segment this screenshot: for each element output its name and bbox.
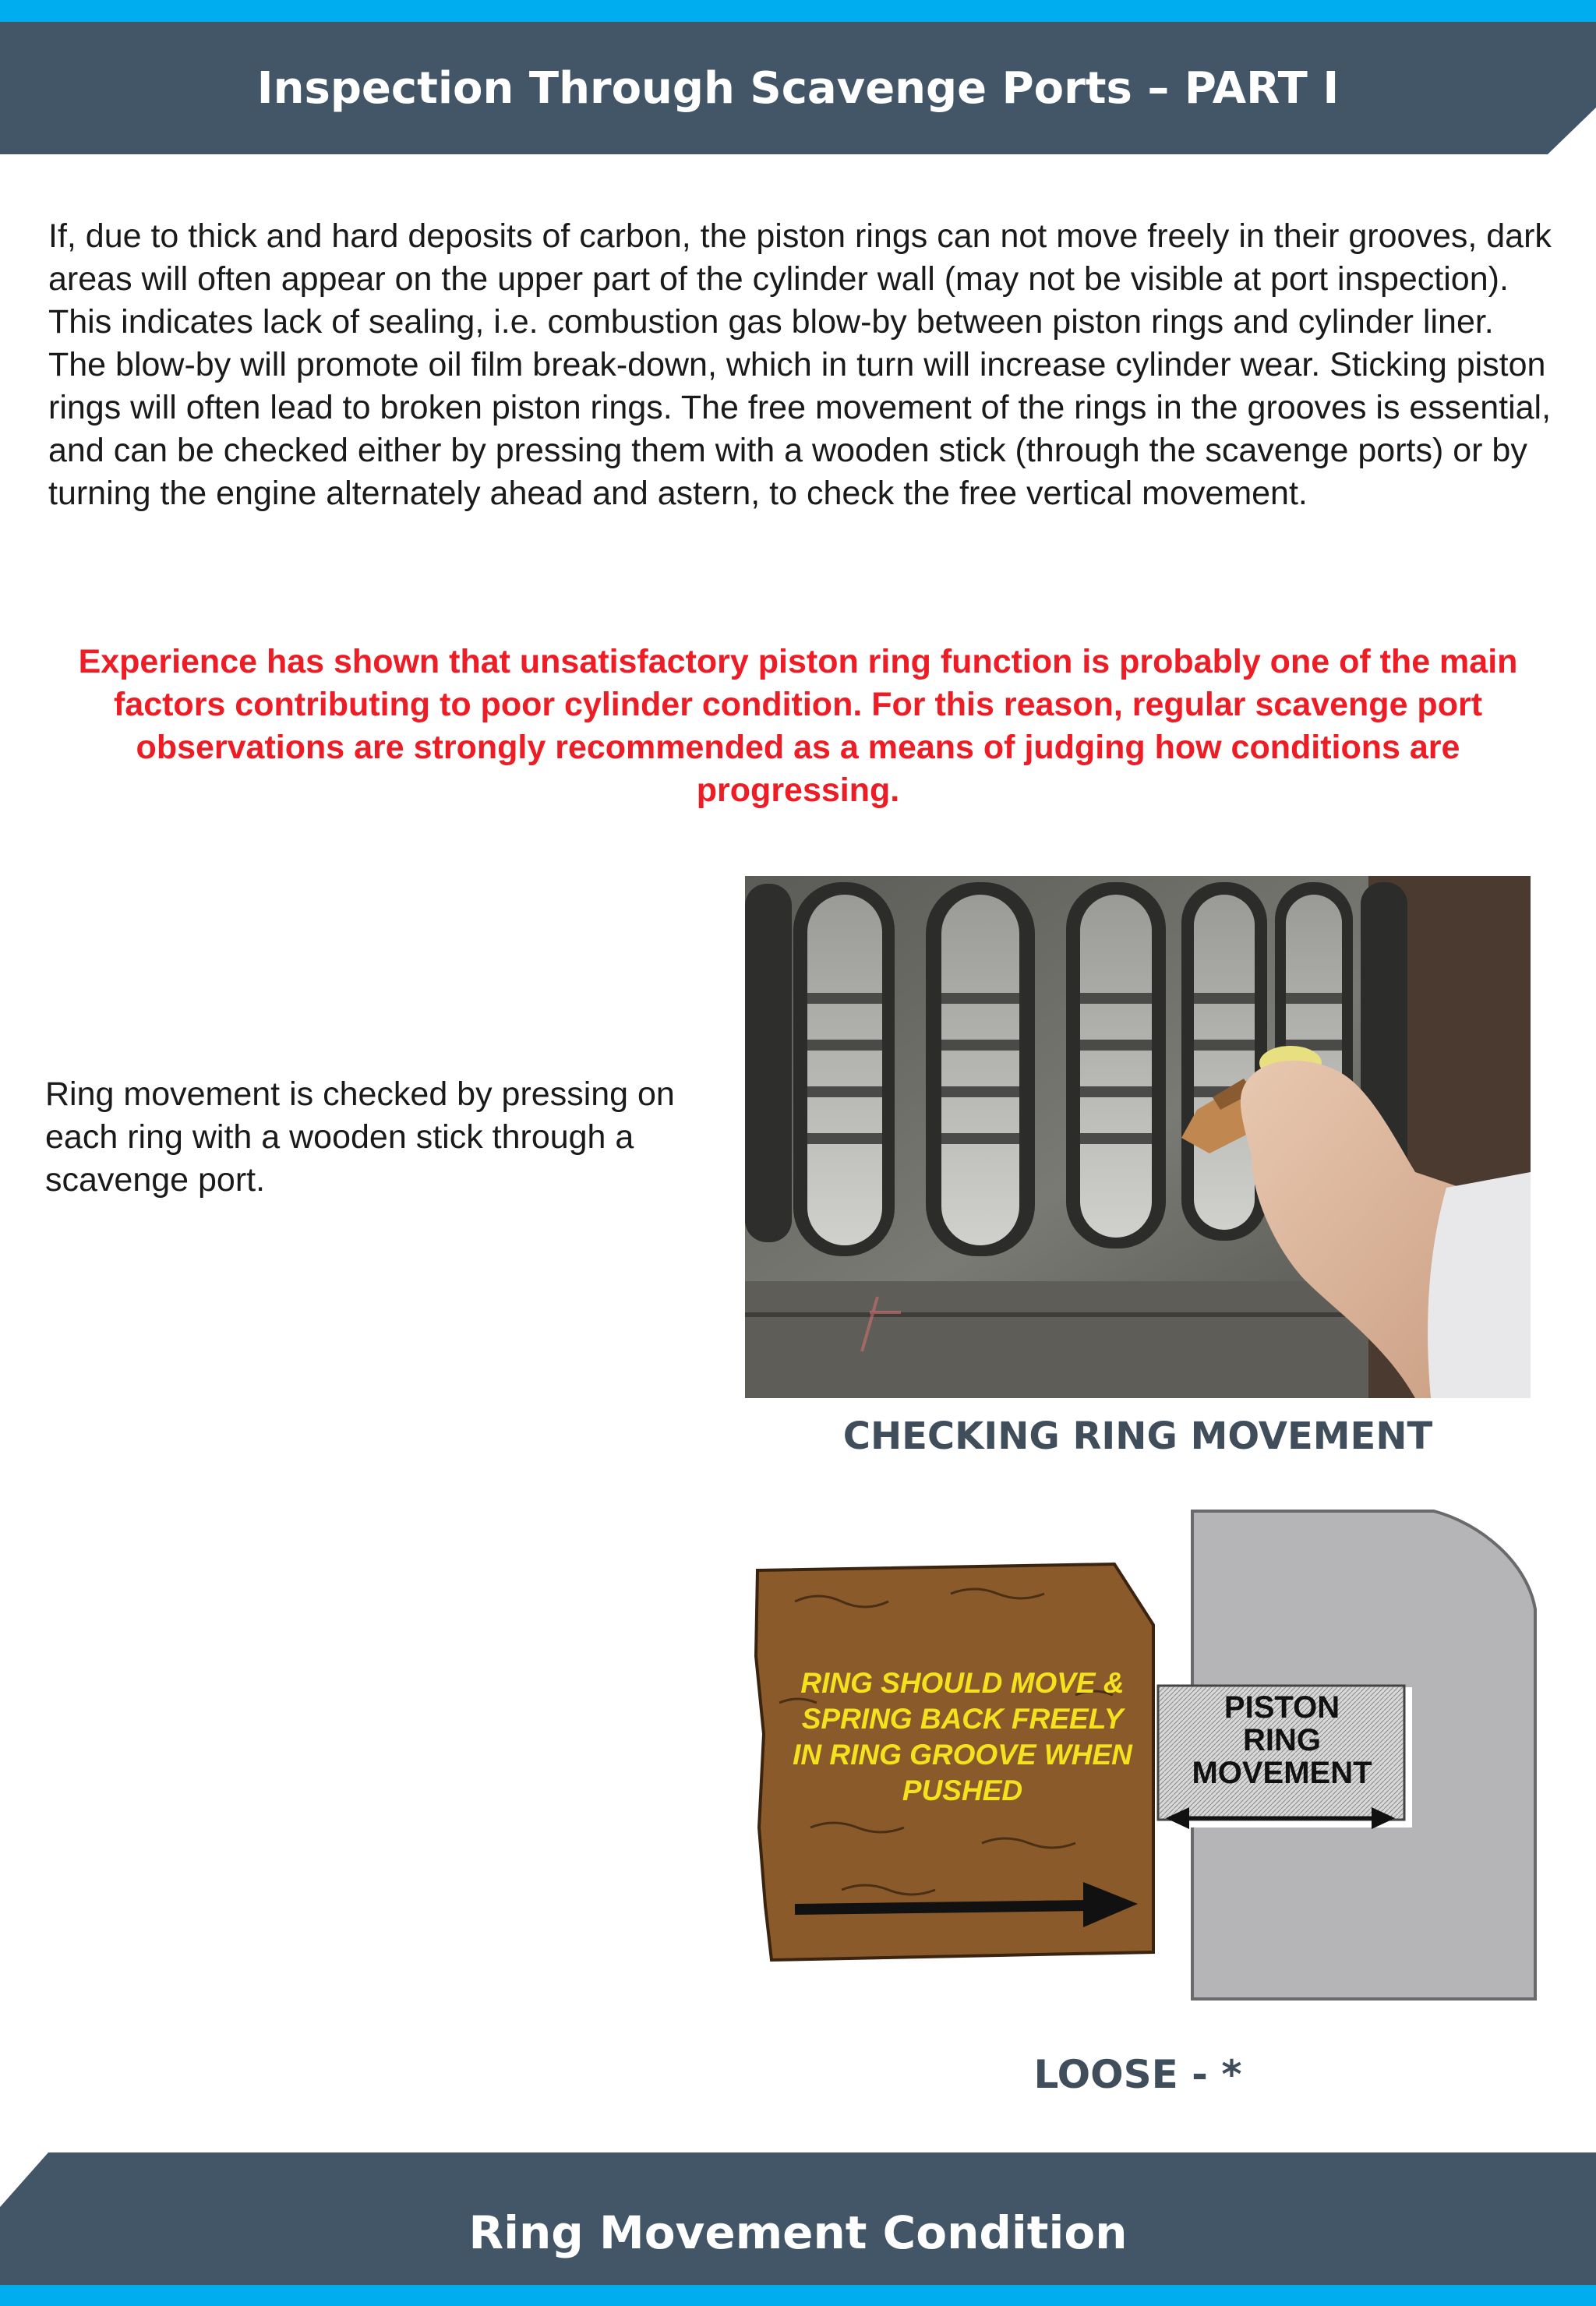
stick-text-line: SPRING BACK FREELY	[801, 1703, 1124, 1735]
ring-label-line: RING	[1243, 1723, 1321, 1757]
piston-ring-movement-label	[1161, 1691, 1403, 1789]
top-accent-strip	[0, 0, 1596, 22]
photo-caption: CHECKING RING MOVEMENT	[842, 1414, 1433, 1458]
footer-title: Ring Movement Condition	[468, 2206, 1128, 2259]
body-text	[48, 215, 1552, 515]
scavenge-port-photo	[745, 876, 1531, 1398]
stick-instruction-text	[779, 1665, 1146, 1809]
body-paragraph-2: The blow-by will promote oil film break-down, which in turn will increase cylinder wear. Sticking piston rings will often lead to broken piston rings. The free movement of the rings in the grooves is essential, and can be checked either by pressing them with a wooden stick (through the scavenge ports) or by turning the engine alternately ahead and astern, to check the free vertical movement.	[48, 346, 1552, 512]
ring-label-line: MOVEMENT	[1192, 1756, 1372, 1790]
page-title: Inspection Through Scavenge Ports – PART I	[256, 62, 1340, 114]
ring-label-line: PISTON	[1223, 1690, 1340, 1725]
highlight-statement: Experience has shown that unsatisfactory piston ring function is probably one of the main factors contributing to poor cylinder condition. For this reason, regular scavenge port observations are strongly recommended as a means of judging how conditions are progressing.	[78, 643, 1518, 809]
bottom-accent-strip	[0, 2285, 1596, 2306]
ring-movement-diagram	[748, 1500, 1543, 2046]
photo-side-text: Ring movement is checked by pressing on each ring with a wooden stick through a scavenge port.	[45, 1075, 675, 1199]
stick-text-line: RING SHOULD MOVE &	[800, 1667, 1125, 1699]
body-paragraph-1: If, due to thick and hard deposits of carbon, the piston rings can not move freely in their grooves, dark areas will often appear on the upper part of the cylinder wall (may not be visible at port inspection). This indicates lack of sealing, i.e. combustion gas blow-by between piston rings and cylinder liner.	[48, 217, 1552, 341]
diagram-caption: LOOSE - *	[1033, 2052, 1242, 2097]
stick-text-line: PUSHED	[902, 1775, 1023, 1806]
stick-text-line: IN RING GROOVE WHEN	[793, 1739, 1132, 1771]
